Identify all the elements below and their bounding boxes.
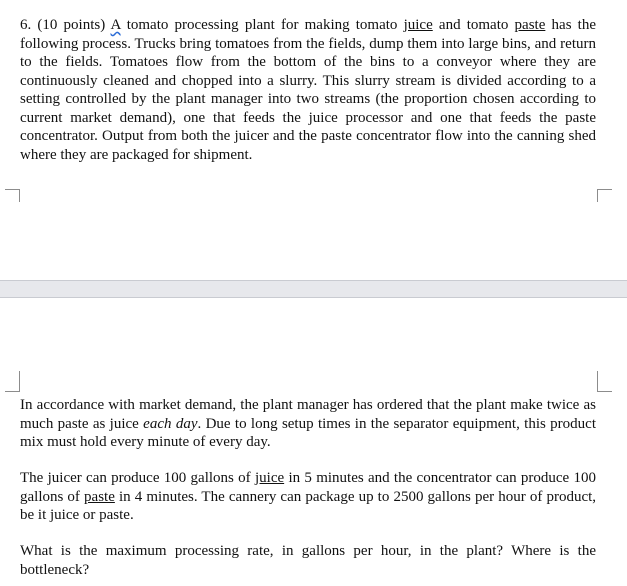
margin-corner-mark-bottom-left [5,371,20,392]
problem-text-2: and tomato [438,17,509,33]
question-paragraph[interactable] [20,542,596,579]
capacity-text-1: The juicer can produce 100 gallons of [20,470,251,486]
capacity-paragraph[interactable] [20,469,596,525]
problem-number: 6. (10 points) [20,17,106,33]
question-text: What is the maximum processing rate, in gallons per hour, in the plant? Where is the bottleneck? [20,543,596,578]
paste-term: paste [84,488,115,505]
paste-term: paste [514,17,546,33]
problem-statement-paragraph[interactable] [20,16,596,164]
juice-term: juice [254,470,285,486]
problem-text-3: has the following process. Trucks bring tomatoes from the fields, dump them into large bins, and return to the fields. Tomatoes flow from the bottom of the bins to a conveyor where they are continuously cleaned and chopped into a slurry. This slurry stream is divided according to a setting controlled by the plant manager into two streams (the proportion chosen according to current market demand), one that feeds the juice processor and one that feeds the paste concentrator. Output from both the juicer and the paste concentrator flow into the canning shed where they are packaged for shipment. [20,17,597,163]
margin-corner-mark-top-left [5,189,20,202]
grammar-flagged-word[interactable]: A [110,17,121,33]
each-day-emphasis: each day [143,415,198,432]
margin-corner-mark-top-right [597,189,612,202]
demand-text-2: . Due to long setup times in the separator equipment, this product mix must hold every minute of every day. [20,415,597,450]
capacity-text-3: in 4 minutes. The cannery can package up to 2500 gallons per hour of product, be it juice or paste. [20,488,597,523]
problem-text-1: tomato processing plant for making tomato [126,17,398,33]
page-break-gap [0,280,627,298]
demand-paragraph[interactable] [20,396,596,452]
capacity-text-2: in 5 minutes and the concentrator can produce 100 gallons of [20,470,597,505]
demand-text-1: In accordance with market demand, the plant manager has ordered that the plant make twice as much paste as juice [20,397,596,432]
juice-term: juice [403,17,433,33]
margin-corner-mark-bottom-right [597,371,612,392]
